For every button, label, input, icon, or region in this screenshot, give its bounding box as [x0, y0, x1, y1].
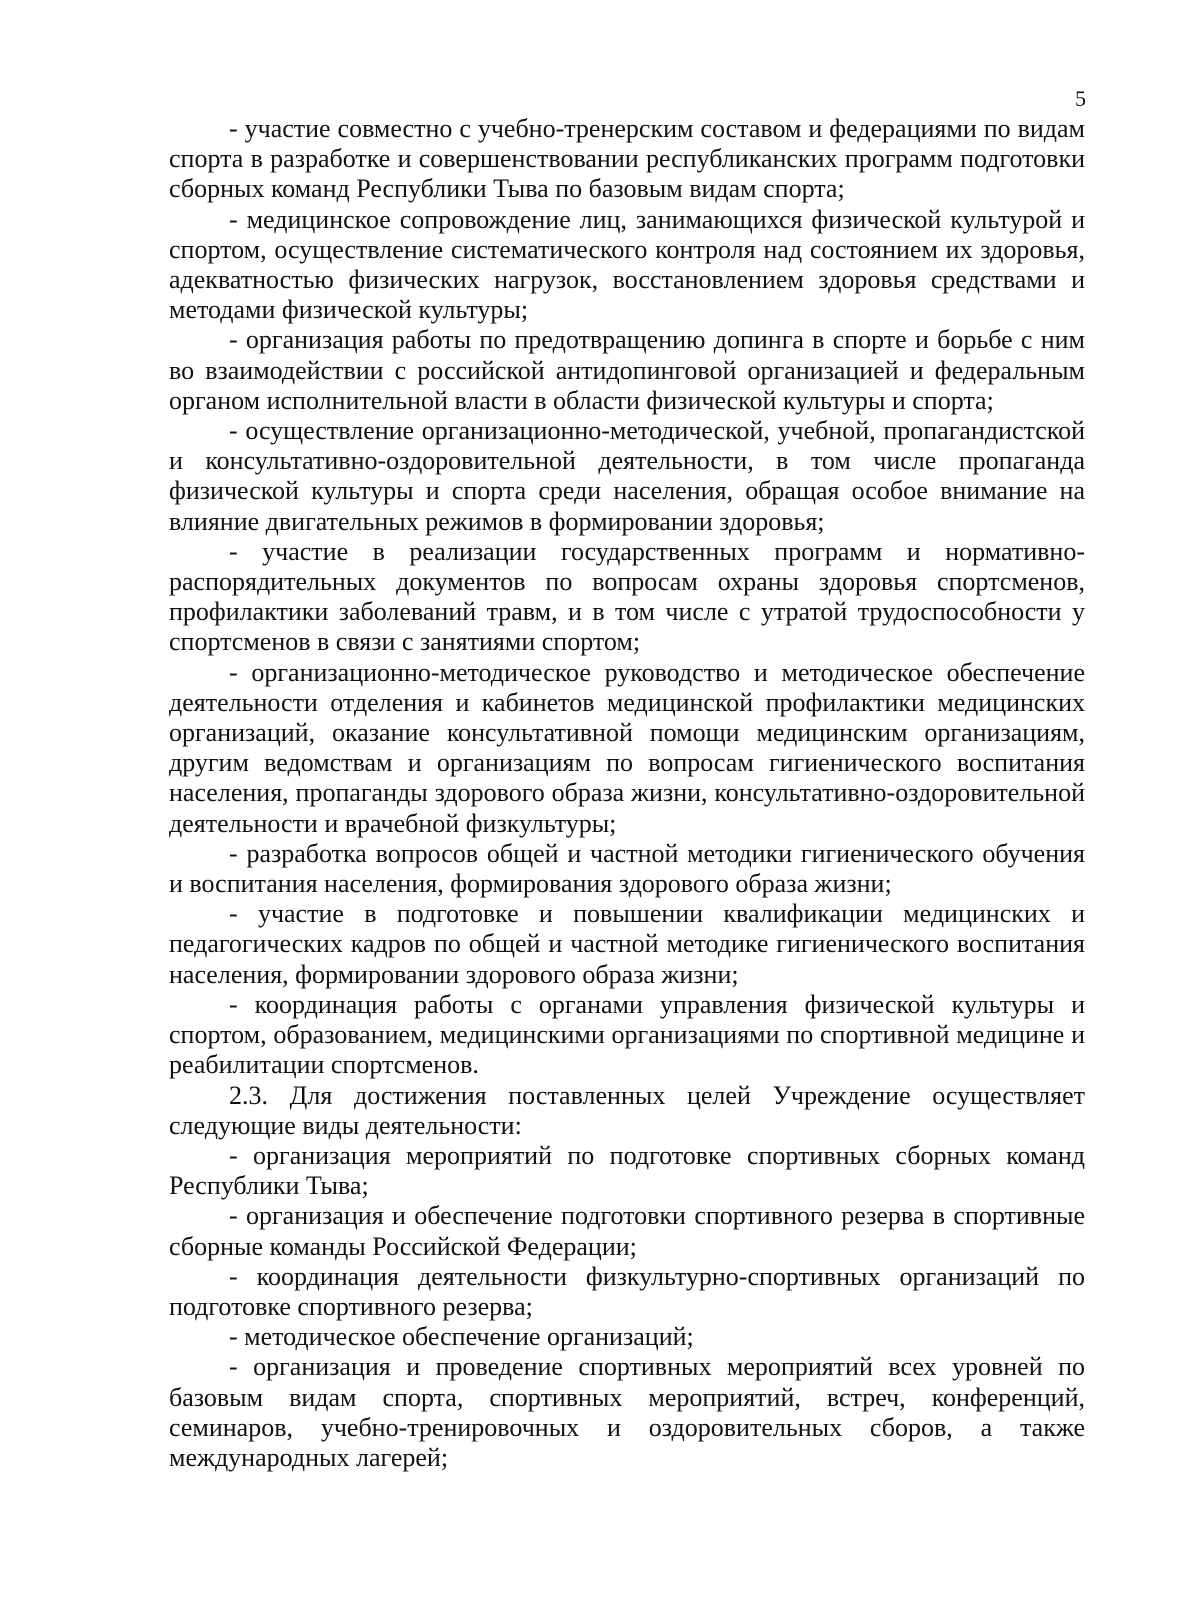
paragraph: - участие в реализации государственных программ и нормативно-распорядительных документов по вопросам охраны здоровья спортсменов, профилактики заболеваний травм, и в том числе с утратой трудоспособности у спортсменов в связи с занятиями спортом; — [169, 536, 1085, 657]
paragraph: - методическое обеспечение организаций; — [229, 1322, 694, 1352]
paragraph: - координация работы с органами управления физической культуры и спортом, образованием, медицинскими организациями по спортивной медицине и реабилитации спортсменов. — [169, 989, 1085, 1080]
paragraph: - организация работы по предотвращению допинга в спорте и борьбе с ним во взаимодействии с российской антидопинговой организацией и федеральным органом исполнительной власти в области физической культуры и спорта; — [169, 325, 1085, 415]
paragraph: - участие совместно с учебно-тренерским составом и федерациями по видам спорта в разработке и совершенствовании республиканских программ подготовки сборных команд Республики Тыва по базовым видам спорта; — [169, 114, 1085, 204]
paragraph: - разработка вопросов общей и частной методики гигиенического обучения и воспитания населения, формирования здорового образа жизни; — [169, 838, 1085, 899]
page-number: 5 — [1075, 86, 1086, 111]
section-paragraph: 2.3. Для достижения поставленных целей Учреждение осуществляет следующие виды деятельности: — [169, 1080, 1085, 1140]
paragraph: - медицинское сопровождение лиц, занимающихся физической культурой и спортом, осуществление систематического контроля над состоянием их здоровья, адекватностью физических нагрузок, восстановлением здоровья средствами и методами физической культуры; — [169, 204, 1085, 325]
paragraph: - организация и обеспечение подготовки спортивного резерва в спортивные сборные команды Российской Федерации; — [169, 1201, 1085, 1261]
paragraph: - организация мероприятий по подготовке спортивных сборных команд Республики Тыва; — [169, 1140, 1085, 1201]
paragraph: - организация и проведение спортивных мероприятий всех уровней по базовым видам спорта, спортивных мероприятий, встреч, конференций, семинаров, учебно-тренировочных и оздоровительных сборов, а также международных лагерей; — [169, 1352, 1085, 1472]
paragraph: - участие в подготовке и повышении квалификации медицинских и педагогических кадров по общей и частной методике гигиенического воспитания населения, формировании здорового образа жизни; — [169, 899, 1085, 989]
paragraph: - координация деятельности физкультурно-спортивных организаций по подготовке спортивного резерва; — [169, 1261, 1085, 1321]
document-body — [169, 114, 1085, 1473]
paragraph: - организационно-методическое руководство и методическое обеспечение деятельности отделения и кабинетов медицинской профилактики медицинских организаций, оказание консультативной помощи медицинским организациям, другим ведомствам и организациям по вопросам гигиенического воспитания населения, пропаганды здорового образа жизни, консультативно-оздоровительной деятельности и врачебной физкультуры; — [169, 657, 1085, 838]
paragraph: - осуществление организационно-методической, учебной, пропагандистской и консультативно-оздоровительной деятельности, в том числе пропаганда физической культуры и спорта среди населения, обращая особое внимание на влияние двигательных режимов в формировании здоровья; — [169, 416, 1085, 536]
